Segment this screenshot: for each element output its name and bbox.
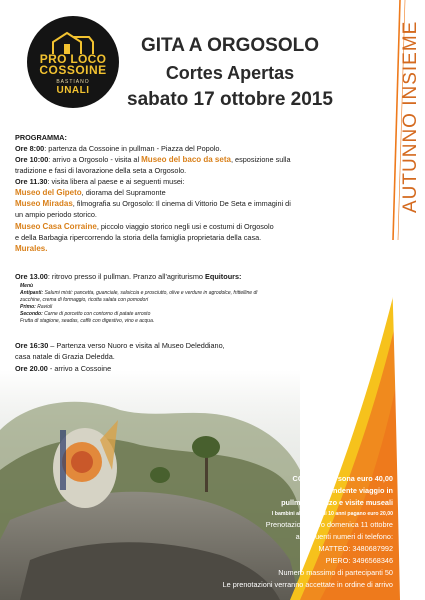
logo-line-3: BASTIANO bbox=[56, 79, 90, 85]
museum-line-2 bbox=[15, 199, 291, 210]
program-line-2 bbox=[15, 155, 291, 166]
museum-name: Museo del Gipeto bbox=[15, 188, 82, 197]
menu-primo: Primo: Ravioli bbox=[20, 304, 53, 310]
menu-antipasti-cont: zucchine, crema di formaggio, ricotta salata con pomodori bbox=[20, 297, 149, 303]
restaurant-name: Equitours: bbox=[205, 272, 242, 281]
time-label: Ore 16:30 bbox=[15, 341, 49, 350]
time-label: Ore 13.00 bbox=[15, 272, 48, 281]
museum-name: Murales. bbox=[15, 244, 48, 253]
time-label: Ore 10:00 bbox=[15, 155, 49, 164]
logo-line-4: UNALI bbox=[56, 85, 90, 96]
program-line-7 bbox=[15, 364, 111, 375]
program-line-4 bbox=[15, 177, 185, 188]
program-text: , piccolo viaggio storico negli usi e costumi di Orgosolo bbox=[96, 222, 274, 231]
menu-finale: Frutta di stagione, seadas, caffè con digestivo, vino e acqua. bbox=[20, 318, 155, 324]
museum-line-2-cont: un ampio periodo storico. bbox=[15, 210, 97, 219]
program-text: , diorama del Supramonte bbox=[81, 188, 166, 197]
landscape-photo bbox=[0, 370, 300, 600]
program-text: : arrivo a Orgosolo - visita al bbox=[48, 155, 142, 164]
menu-antipasti: Antipasti: Salumi misti: pancetta, guanciale, salsiccia e prosciutto, olive e verdure in agrodolce, frittelline di bbox=[20, 290, 258, 296]
time-label: Ore 20.00 bbox=[15, 364, 48, 373]
cost-line-2: comprendente viaggio in bbox=[306, 486, 393, 495]
program-text: : visita libera al paese e ai seguenti musei: bbox=[47, 177, 185, 186]
program-text: : ritrovo presso il pullman. Pranzo all'agriturismo bbox=[47, 272, 205, 281]
program-text: , filmografia su Orgosolo: Il cinema di Vittorio De Seta e immagini di bbox=[72, 199, 291, 208]
program-line-6-cont: casa natale di Grazia Deledda. bbox=[15, 352, 115, 361]
cost-line-9: Numero massimo di partecipanti 50 bbox=[278, 568, 393, 577]
cost-line-3: pullman, pranzo e visite museali bbox=[281, 498, 393, 507]
museum-line-3 bbox=[15, 222, 274, 233]
museum-name: Museo del baco da seta bbox=[141, 155, 231, 164]
museum-line-3-cont: e della Barbagia ripercorrendo la storia della famiglia proprietaria della casa. bbox=[15, 233, 262, 242]
program-text: – Partenza verso Nuoro e visita al Museo Deleddiano, bbox=[48, 341, 225, 350]
phone-matteo: MATTEO: 3480687992 bbox=[318, 544, 393, 553]
menu-label: Menù bbox=[20, 283, 34, 289]
museum-line-4 bbox=[15, 244, 47, 255]
cost-line-6: ai seguenti numeri di telefono: bbox=[295, 532, 393, 541]
program-line-1 bbox=[15, 144, 221, 155]
program-text: , esposizione sulla bbox=[230, 155, 291, 164]
menu-secondo: Secondo: Carne di porcetto con contorno di patate arrosto bbox=[20, 311, 151, 317]
program-text: - arrivo a Cossoine bbox=[47, 364, 112, 373]
cost-line-5: Prenotazioni entro domenica 11 ottobre bbox=[265, 520, 393, 529]
museum-line-1 bbox=[15, 188, 166, 199]
program-heading: PROGRAMMA: bbox=[15, 133, 67, 142]
page-subtitle: Cortes Apertas bbox=[165, 63, 295, 83]
museum-name: Museo Miradas bbox=[15, 199, 73, 208]
pro-loco-logo bbox=[27, 16, 119, 108]
phone-piero: PIERO: 3496568346 bbox=[325, 556, 393, 565]
logo-line-2: COSSOINE bbox=[39, 63, 107, 77]
cost-line-1: COSTO a persona euro 40,00 bbox=[292, 474, 393, 483]
cost-line-10: Le prenotazioni verranno accettate in ordine di arrivo bbox=[222, 580, 393, 589]
time-label: Ore 11.30 bbox=[15, 177, 48, 186]
program-line-3: tradizione e fasi di lavorazione della seta a Orgosolo. bbox=[15, 166, 187, 175]
program-text: : partenza da Cossoine in pullman - Piazza del Popolo. bbox=[44, 144, 222, 153]
time-label: Ore 8:00 bbox=[15, 144, 45, 153]
event-date: sabato 17 ottobre 2015 bbox=[127, 89, 333, 110]
page-title: GITA A ORGOSOLO bbox=[140, 35, 320, 56]
side-title: AUTUNNO INSIEME bbox=[400, 20, 421, 213]
program-line-6 bbox=[15, 341, 225, 352]
cost-line-4: I bambini al di sotto di 10 anni pagano euro 20,00 bbox=[271, 511, 393, 517]
museum-name: Museo Casa Corraine bbox=[15, 222, 97, 231]
program-line-5 bbox=[15, 272, 241, 283]
logo-line-1: PRO LOCO bbox=[39, 52, 107, 66]
